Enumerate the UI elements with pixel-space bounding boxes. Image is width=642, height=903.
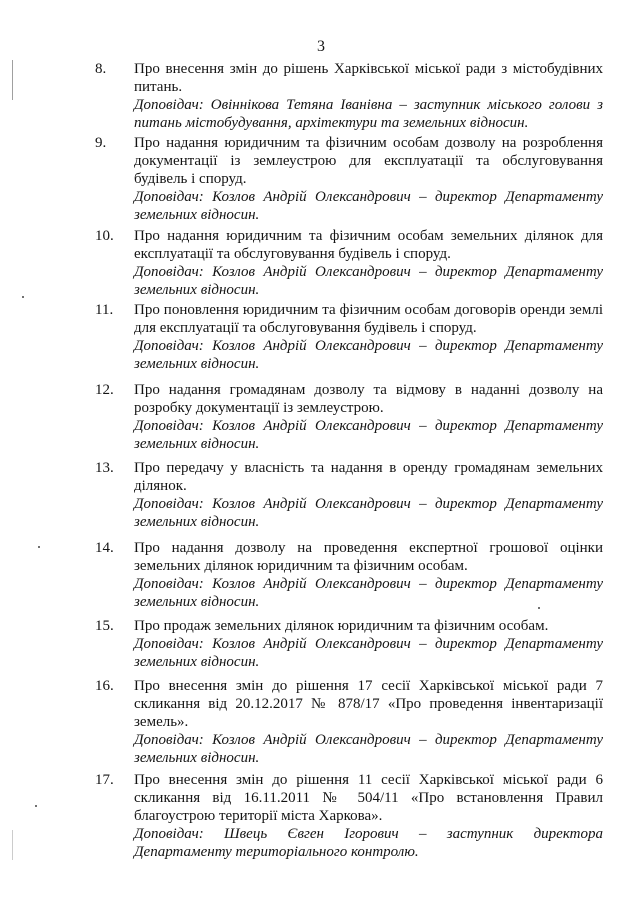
item-title: Про надання юридичним та фізичним особам земельних ділянок для експлуатації та обслуговування будівель і споруд. (134, 228, 603, 262)
item-number: 15. (95, 618, 114, 634)
agenda-item (95, 677, 603, 767)
item-body (134, 381, 603, 453)
item-speaker: Доповідач: Козлов Андрій Олександрович – директор Департаменту земельних відносин. (134, 576, 603, 610)
scan-edge-mark (12, 60, 13, 100)
scan-speck (22, 296, 24, 298)
page-number: 3 (317, 38, 325, 55)
item-title: Про передачу у власність та надання в оренду громадянам земельних ділянок. (134, 460, 603, 494)
item-number: 14. (95, 540, 114, 556)
scan-speck (38, 546, 40, 548)
item-title: Про надання юридичним та фізичним особам дозволу на розроблення документації із землеустрою для експлуатації та обслуговування будівель і споруд. (134, 135, 603, 187)
agenda-item (95, 617, 603, 671)
item-title: Про внесення змін до рішення 11 сесії Харківської міської ради 6 скликання від 16.11.2011 № 504/11 «Про встановлення Правил благоустрою території міста Харкова». (134, 772, 603, 824)
item-speaker: Доповідач: Овіннікова Тетяна Іванівна – заступник міського голови з питань містобудування, архітектури та земельних відносин. (134, 97, 603, 131)
item-speaker: Доповідач: Козлов Андрій Олександрович – директор Департаменту земельних відносин. (134, 338, 603, 372)
agenda-item (95, 227, 603, 299)
item-body (134, 134, 603, 224)
item-number: 16. (95, 678, 114, 694)
agenda-item (95, 134, 603, 224)
item-body (134, 301, 603, 373)
item-title: Про надання дозволу на проведення експертної грошової оцінки земельних ділянок юридичним та фізичним особам. (134, 540, 603, 574)
item-title: Про внесення змін до рішення 17 сесії Харківської міської ради 7 скликання від 20.12.2017 № 878/17 «Про проведення інвентаризації земель». (134, 678, 603, 730)
item-speaker: Доповідач: Козлов Андрій Олександрович – директор Департаменту земельних відносин. (134, 264, 603, 298)
item-number: 13. (95, 460, 114, 476)
agenda-item (95, 60, 603, 132)
item-number: 9. (95, 135, 107, 151)
agenda-item (95, 459, 603, 531)
item-number: 10. (95, 228, 114, 244)
scan-speck (35, 805, 37, 807)
item-number: 17. (95, 772, 114, 788)
agenda-item (95, 381, 603, 453)
scan-edge-mark (12, 830, 13, 860)
item-title: Про надання громадянам дозволу та відмову в наданні дозволу на розробку документації із землеустрою. (134, 382, 603, 416)
item-body (134, 677, 603, 767)
item-speaker: Доповідач: Козлов Андрій Олександрович – директор Департаменту земельних відносин. (134, 636, 603, 670)
item-number: 11. (95, 302, 114, 318)
item-body (134, 617, 603, 671)
item-title: Про внесення змін до рішень Харківської міської ради з містобудівних питань. (134, 61, 603, 95)
item-speaker: Доповідач: Швець Євген Ігорович – заступник директора Департаменту територіального контролю. (134, 826, 603, 860)
agenda-item (95, 301, 603, 373)
item-body (134, 459, 603, 531)
item-body (134, 60, 603, 132)
item-speaker: Доповідач: Козлов Андрій Олександрович – директор Департаменту земельних відносин. (134, 418, 603, 452)
item-title: Про поновлення юридичним та фізичним особам договорів оренди землі для експлуатації та обслуговування будівель і споруд. (134, 302, 603, 336)
item-speaker: Доповідач: Козлов Андрій Олександрович – директор Департаменту земельних відносин. (134, 732, 603, 766)
agenda-item (95, 539, 603, 611)
item-number: 8. (95, 61, 107, 77)
item-body (134, 539, 603, 611)
item-speaker: Доповідач: Козлов Андрій Олександрович – директор Департаменту земельних відносин. (134, 496, 603, 530)
item-number: 12. (95, 382, 114, 398)
item-body (134, 227, 603, 299)
agenda-item (95, 771, 603, 861)
item-speaker: Доповідач: Козлов Андрій Олександрович – директор Департаменту земельних відносин. (134, 189, 603, 223)
item-body (134, 771, 603, 861)
item-title: Про продаж земельних ділянок юридичним та фізичним особам. (134, 618, 549, 634)
